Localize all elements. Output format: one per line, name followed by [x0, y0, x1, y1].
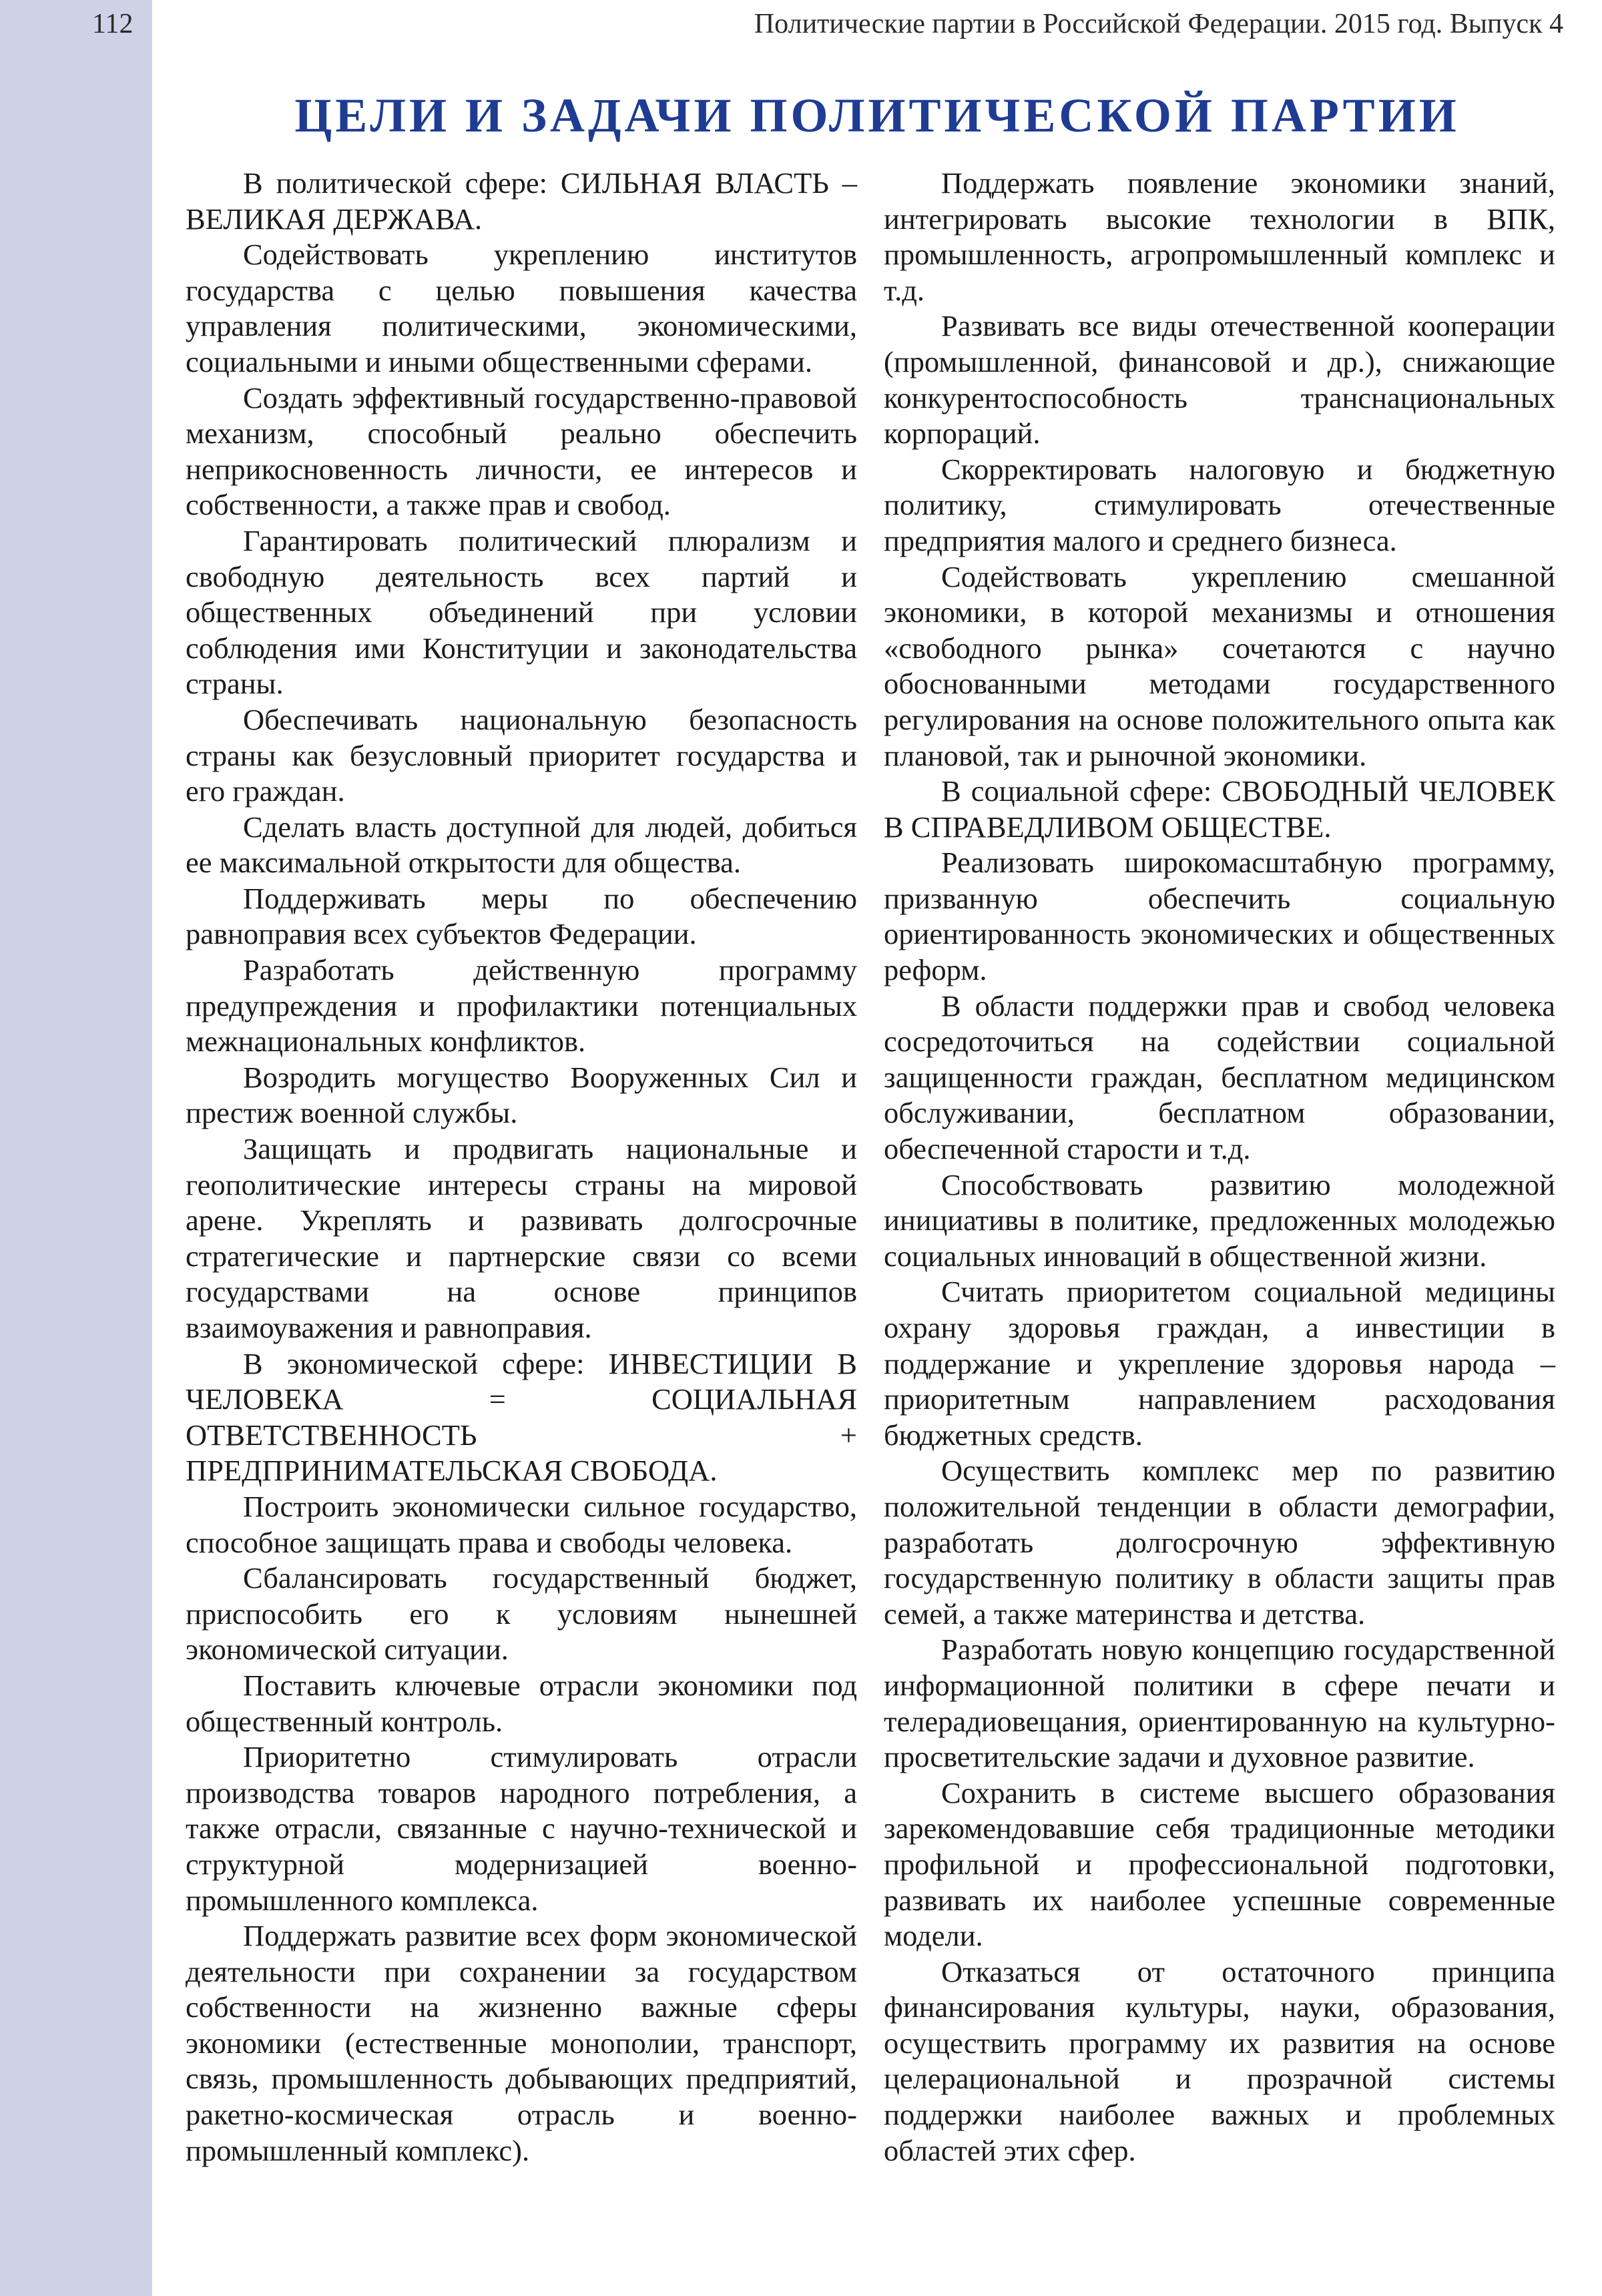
paragraph: Осуществить комплекс мер по развитию положительной тенденции в области демографии, разработать долгосрочную эффективную государственную политику в области защиты прав семей, а также материнства и детства.: [884, 1454, 1555, 1631]
paragraph: Поставить ключевые отрасли экономики под общественный контроль.: [186, 1668, 857, 1738]
paragraph: Приоритетно стимулировать отрасли производства товаров народного потребления, а также отрасли, связанные с научно-технической и структурной модернизацией военно-промышленного комплекса.: [186, 1740, 857, 1917]
paragraph: Поддерживать меры по обеспечению равноправия всех субъектов Федерации.: [186, 881, 857, 951]
page-number: 112: [92, 9, 134, 39]
paragraph: В социальной сфере: СВОБОДНЫЙ ЧЕЛОВЕК В СПРАВЕДЛИВОМ ОБЩЕСТВЕ.: [884, 774, 1555, 844]
left-column: [186, 166, 857, 2169]
running-header: Политические партии в Российской Федерации. 2015 год. Выпуск 4: [754, 9, 1563, 39]
paragraph: Способствовать развитию молодежной инициативы в политике, предложенных молодежью социальных инноваций в общественной жизни.: [884, 1167, 1555, 1273]
paragraph: Поддержать появление экономики знаний, интегрировать высокие технологии в ВПК, промышленность, агропромышленный комплекс и т.д.: [884, 166, 1555, 307]
paragraph: Отказаться от остаточного принципа финансирования культуры, науки, образования, осуществить программу их развития на основе целерациональной и прозрачной системы поддержки наиболее важных и проблемных областей этих сфер.: [884, 1954, 1555, 2167]
paragraph: Построить экономически сильное государство, способное защищать права и свободы человека.: [186, 1489, 857, 1559]
paragraph: Гарантировать политический плюрализм и свободную деятельность всех партий и общественных объединений при условии соблюдения ими Конституции и законодательства страны.: [186, 523, 857, 701]
paragraph: Сохранить в системе высшего образования зарекомендовавшие себя традиционные методики профильной и профессиональной подготовки, развивать их наиболее успешные современные модели.: [884, 1775, 1555, 1953]
paragraph: Создать эффективный государственно-правовой механизм, способный реально обеспечить неприкосновенность личности, ее интересов и собственности, а также прав и свобод.: [186, 380, 857, 522]
paragraph: В политической сфере: СИЛЬНАЯ ВЛАСТЬ – ВЕЛИКАЯ ДЕРЖАВА.: [186, 166, 857, 236]
article-title: ЦЕЛИ И ЗАДАЧИ ПОЛИТИЧЕСКОЙ ПАРТИИ: [294, 89, 1460, 142]
paragraph: Защищать и продвигать национальные и геополитические интересы страны на мировой арене. Укреплять и развивать долгосрочные стратегические и партнерские связи со всеми государствами на основе принципов взаимоуважения и равноправия.: [186, 1132, 857, 1344]
paragraph: Содействовать укреплению институтов государства с целью повышения качества управления политическими, экономическими, социальными и иными общественными сферами.: [186, 238, 857, 378]
paragraph: Сбалансировать государственный бюджет, приспособить его к условиям нынешней экономической ситуации.: [186, 1561, 857, 1667]
right-column: [884, 166, 1555, 2169]
paragraph: Разработать новую концепцию государственной информационной политики в сфере печати и телерадиовещания, ориентированную на культурно-просветительские задачи и духовное развитие.: [884, 1633, 1555, 1774]
paragraph: Развивать все виды отечественной кооперации (промышленной, финансовой и др.), снижающие конкурентоспособность транснациональных корпораций.: [884, 309, 1555, 451]
paragraph: Обеспечивать национальную безопасность страны как безусловный приоритет государства и его граждан.: [186, 702, 857, 808]
paragraph: Содействовать укреплению смешанной экономики, в которой механизмы и отношения «свободного рынка» сочетаются с научно обоснованными методами государственного регулирования на основе положительного опыта как плановой, так и рыночной экономики.: [884, 559, 1555, 772]
paragraph: Разработать действенную программу предупреждения и профилактики потенциальных межнациональных конфликтов.: [186, 953, 857, 1059]
paragraph: Считать приоритетом социальной медицины охрану здоровья граждан, а инвестиции в поддержание и укрепление здоровья народа – приоритетным направлением расходования бюджетных средств.: [884, 1275, 1555, 1452]
paragraph: Поддержать развитие всех форм экономической деятельности при сохранении за государством собственности на жизненно важные сферы экономики (естественные монополии, транспорт, связь, промышленность добывающих предприятий, ракетно-космическая отрасль и военно-промышленный комплекс).: [186, 1919, 857, 2167]
paragraph: Реализовать широкомасштабную программу, призванную обеспечить социальную ориентированность экономических и общественных реформ.: [884, 846, 1555, 987]
paragraph: Скорректировать налоговую и бюджетную политику, стимулировать отечественные предприятия малого и среднего бизнеса.: [884, 452, 1555, 557]
paragraph: Сделать власть доступной для людей, добиться ее максимальной открытости для общества.: [186, 810, 857, 880]
paragraph: В экономической сфере: ИНВЕСТИЦИИ В ЧЕЛОВЕКА = СОЦИАЛЬНАЯ ОТВЕТСТВЕННОСТЬ + ПРЕДПРИНИМАТЕЛЬСКАЯ СВОБОДА.: [186, 1346, 857, 1488]
page-margin-band: [0, 0, 152, 2296]
paragraph: В области поддержки прав и свобод человека сосредоточиться на содействии социальной защищенности граждан, бесплатном медицинском обслуживании, бесплатном образовании, обеспеченной старости и т.д.: [884, 988, 1555, 1166]
paragraph: Возродить могущество Вооруженных Сил и престиж военной службы.: [186, 1060, 857, 1130]
